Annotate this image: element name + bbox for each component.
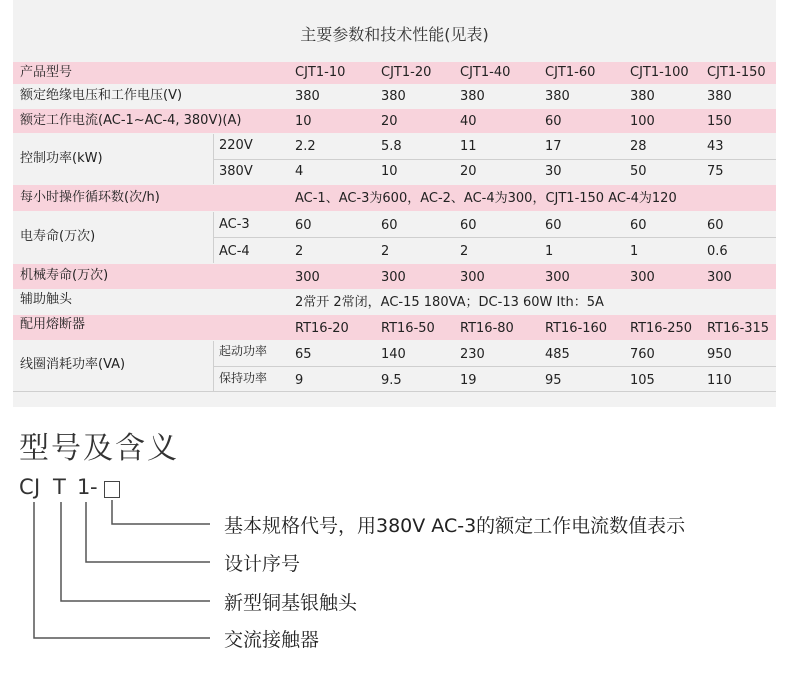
value-cell: 50 [630,164,647,179]
table-title: 主要参数和技术性能(见表) [300,25,489,44]
value-cell: 380 [630,89,655,104]
model-cell: CJT1-100 [630,65,689,80]
value-cell: 4 [295,164,304,179]
sub-label: 起动功率 [219,344,268,358]
value-cell: 380 [295,89,320,104]
value-cell: 10 [295,114,312,129]
value-cell: AC-1、AC-3为600，AC-2、AC-4为300，CJT1-150 AC-4为120 [295,191,677,206]
row-label: 配用熔断器 [20,317,86,332]
value-cell: 60 [707,218,724,233]
value-cell: 0.6 [707,244,728,259]
meaning-description: 基本规格代号，用380V AC-3的额定工作电流数值表示 [224,515,686,537]
value-cell: 300 [707,270,732,285]
section-title: 型号及含义 [19,431,179,466]
value-cell: RT16-250 [630,321,693,336]
value-cell: RT16-20 [295,321,349,336]
value-cell: 65 [295,347,312,362]
bracket-line-spec [112,500,210,524]
value-cell: 300 [630,270,655,285]
value-cell: 9 [295,373,304,388]
value-cell: 150 [707,114,732,129]
value-cell: 20 [460,164,477,179]
sub-label: 380V [219,164,253,179]
value-cell: 9.5 [381,373,402,388]
value-cell: 2 [381,244,390,259]
value-cell: 300 [295,270,320,285]
value-cell: 17 [545,139,562,154]
model-cell: CJT1-40 [460,65,511,80]
model-cell: CJT1-20 [381,65,432,80]
meaning-description: 交流接触器 [224,629,320,651]
value-cell: 75 [707,164,724,179]
value-cell: 950 [707,347,732,362]
value-cell: 60 [545,114,562,129]
meaning-description: 设计序号 [224,553,301,575]
row-label: 线圈消耗功率(VA) [20,357,126,372]
value-cell: 10 [381,164,398,179]
value-cell: 380 [545,89,570,104]
row-label: 电寿命(万次) [20,229,96,244]
row-label: 辅助触头 [20,292,73,307]
value-cell: RT16-315 [707,321,770,336]
value-cell: 2.2 [295,139,316,154]
value-cell: 19 [460,373,477,388]
model-cell: CJT1-150 [707,65,766,80]
code-char: T [53,475,66,499]
sub-label: 保持功率 [219,371,268,385]
row-label: 控制功率(kW) [20,151,103,166]
code-char: - [90,475,98,499]
code-char: C [19,475,34,499]
value-cell: 140 [381,347,406,362]
row-label: 额定绝缘电压和工作电压(V) [20,88,183,103]
value-cell: 300 [545,270,570,285]
value-cell: 380 [381,89,406,104]
value-cell: 5.8 [381,139,402,154]
sub-label: 220V [219,138,253,153]
bracket-line-contact [61,502,210,601]
value-cell: 60 [545,218,562,233]
value-cell: 485 [545,347,570,362]
value-cell: 380 [460,89,485,104]
value-cell: 300 [381,270,406,285]
row-label: 额定工作电流(AC-1~AC-4, 380V)(A) [20,113,242,128]
value-cell: 760 [630,347,655,362]
value-cell: 380 [707,89,732,104]
value-cell: 2常开 2常闭，AC-15 180VA；DC-13 60W Ith：5A [295,295,604,310]
code-char: 1 [77,475,91,499]
sub-label: AC-3 [219,217,250,232]
value-cell: 1 [545,244,554,259]
value-cell: 105 [630,373,655,388]
value-cell: 40 [460,114,477,129]
value-cell: 20 [381,114,398,129]
model-cell: CJT1-60 [545,65,596,80]
value-cell: 100 [630,114,655,129]
value-cell: 2 [295,244,304,259]
value-cell: RT16-80 [460,321,514,336]
value-cell: RT16-160 [545,321,608,336]
model-cell: CJT1-10 [295,65,346,80]
row-label: 机械寿命(万次) [20,268,109,283]
value-cell: 1 [630,244,639,259]
value-cell: 60 [630,218,647,233]
value-cell: 43 [707,139,724,154]
meaning-description: 新型铜基银触头 [224,592,358,614]
value-cell: 30 [545,164,562,179]
value-cell: 95 [545,373,562,388]
value-cell: 11 [460,139,477,154]
row-label: 每小时操作循环数(次/h) [20,190,160,205]
bracket-line-design [86,502,210,562]
value-cell: 300 [460,270,485,285]
value-cell: 60 [460,218,477,233]
value-cell: 2 [460,244,469,259]
header-label: 产品型号 [20,65,73,80]
value-cell: RT16-50 [381,321,435,336]
value-cell: 230 [460,347,485,362]
value-cell: 60 [295,218,312,233]
code-char: J [34,475,41,499]
sub-label: AC-4 [219,244,250,259]
value-cell: 28 [630,139,647,154]
value-cell: 110 [707,373,732,388]
value-cell: 60 [381,218,398,233]
